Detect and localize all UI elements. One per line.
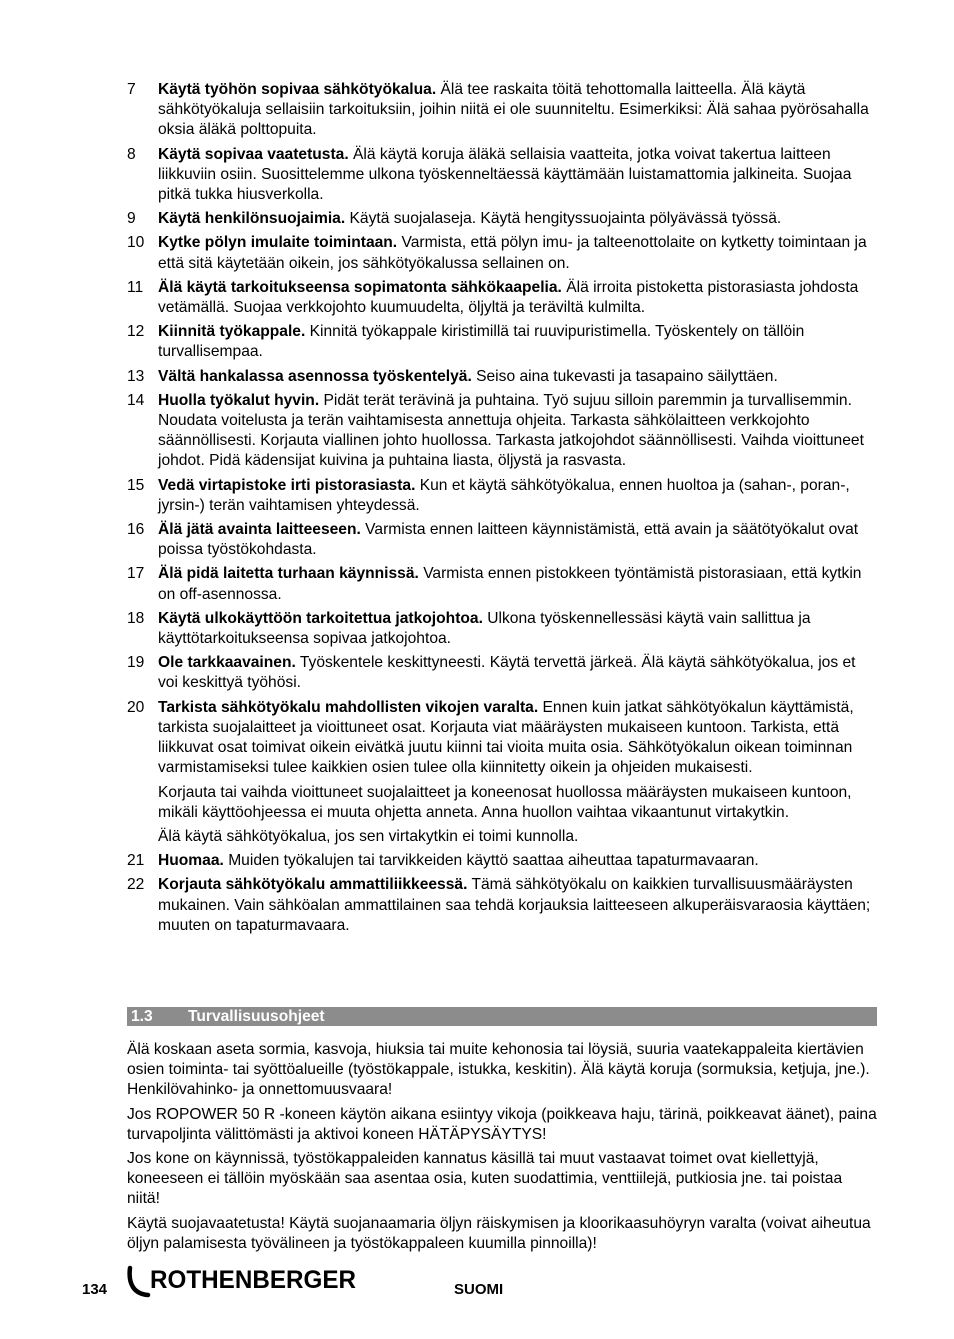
paragraph: Älä koskaan aseta sormia, kasvoja, hiuksia tai muite kehonosia tai löysiä, suuria vaatekappaleita kiertävien osien toiminta- tai syöttöalueille (työstökappale, istukka, keskitin). Älä käytä koruja (sormuksia, ketjuja, jne.). Henkilövahinko- ja onnettomuusvaara!	[127, 1041, 870, 1099]
item-heading: Kiinnitä työkappale.	[158, 323, 306, 341]
item-text: Varmista ennen laitteen käynnistämistä, että avain ja säätötyökalut ovat poissa työstökohdasta.	[158, 521, 859, 559]
item-number: 15	[127, 476, 145, 494]
item-body	[158, 80, 879, 141]
list-item	[127, 80, 879, 141]
item-heading: Tarkista sähkötyökalu mahdollisten vikojen varalta.	[158, 698, 539, 716]
section-title: Turvallisuusohjeet	[188, 1008, 325, 1025]
item-text: Älä tee raskaita töitä tehottomalla laitteella. Älä käytä sähkötyökaluja sellaisiin tarkoituksiin, joihin niitä ei ole suunniteltu. Esimerkiksi: Älä sahaa pyörösahalla oksia äläkä polttopuita.	[158, 81, 869, 139]
list-item	[127, 609, 879, 649]
item-number: 7	[127, 81, 136, 98]
item-text: Tämä sähkötyökalu on kaikkien turvallisuusmääräysten mukainen. Vain sähköalan ammattilainen saa tehdä korjauksia laitteeseen alkuperäisvaraosia käyttäen; muuten on tapaturmavaara.	[158, 876, 871, 934]
item-body	[158, 564, 879, 604]
list-item	[127, 209, 879, 229]
list-item	[127, 322, 879, 362]
item-heading: Älä pidä laitetta turhaan käynnissä.	[158, 565, 419, 583]
item-body	[158, 233, 879, 273]
item-heading: Korjauta sähkötyökalu ammattiliikkeessä.	[158, 876, 468, 894]
item-body	[158, 391, 879, 472]
item-text: Kinnitä työkappale kiristimillä tai ruuvipuristimella. Työskentely on tällöin turvallisempaa.	[158, 323, 805, 361]
item-heading: Käytä sopivaa vaatetusta.	[158, 145, 349, 163]
item-body	[158, 520, 879, 560]
item-body	[158, 209, 879, 229]
list-item	[127, 476, 879, 516]
paragraph: Jos ROPOWER 50 R -koneen käytön aikana esiintyy vikoja (poikkeava haju, tärinä, poikkeavat äänet), paina turvapoljinta välittömästi ja aktivoi koneen HÄTÄPYSÄYTYS!	[127, 1105, 877, 1143]
item-body	[158, 278, 879, 318]
item-body	[158, 609, 879, 649]
list-item	[127, 233, 879, 273]
item-number: 14	[127, 391, 145, 409]
list-item	[127, 145, 879, 206]
item-text: Ulkona työskennellessäsi käytä vain sallittua ja käyttötarkoitukseensa sopivaa jatkojohtoa.	[158, 609, 811, 648]
item-body	[158, 875, 879, 936]
item-number: 22	[127, 876, 145, 894]
list-item	[127, 391, 879, 472]
item-body	[158, 653, 879, 693]
page-number: 134	[82, 1281, 108, 1298]
list-item	[127, 367, 879, 387]
paragraph: Jos kone on käynnissä, työstökappaleiden kannatus käsillä tai muut vastaavat toimet ovat kiellettyjä, koneeseen ei tällöin myöskään saa asentaa osia, kuten suodattimia, venttiilejä, putkiosia jne. tai poistaa niitä!	[127, 1150, 843, 1208]
item-extra-paragraph: Älä käytä sähkötyökalua, jos sen virtakytkin ei toimi kunnolla.	[158, 827, 579, 845]
language-label: SUOMI	[454, 1281, 504, 1298]
item-text: Varmista, että pölyn imu- ja talteenottolaite on kytketty toimintaan ja että sitä käytetään oikein, jos sähkötyökalussa sellainen on.	[158, 234, 867, 272]
list-item	[127, 851, 879, 871]
item-text: Kun et käytä sähkötyökalua, ennen huoltoa ja (sahan-, poran-, jyrsin-) terän vaihtamisen yhteydessä.	[158, 476, 850, 514]
item-text: Älä käytä koruja äläkä sellaisia vaatteita, jotka voivat takertua laitteen liikkuviin osiin. Suosittelemme ulkona työskenneltäessä käyttämään luistamattomia jalkineita. Suojaa pitkä tukka hiusverkolla.	[158, 145, 852, 204]
item-number: 21	[127, 852, 145, 870]
section-number: 1.3	[131, 1008, 153, 1025]
item-text: Ennen kuin jatkat sähkötyökalun käyttämistä, tarkista suojalaitteet ja vioittuneet osat. Korjauta viat määräysten mukaiseen kuntoon. Tarkista, että liikkuvat osat toimivat oikein eivätkä juutu kiinni tai vioita muita osia. Sähkötyökalun oikean toiminnan varmistamiseksi tulee kaikkien osien tulee olla kiinnitetty oikein ja ohjeiden mukaisesti.	[158, 698, 854, 777]
item-number: 20	[127, 698, 145, 716]
item-text: Työskentele keskittyneesti. Käytä tervettä järkeä. Älä käytä sähkötyökalua, jos et voi keskittyä työhösi.	[158, 654, 856, 692]
item-heading: Vedä virtapistoke irti pistorasiasta.	[158, 476, 416, 494]
item-extra-paragraph: Korjauta tai vaihda vioittuneet suojalaitteet ja koneenosat huollossa määräysten mukaiseen kuntoon, mikäli käyttöohjeessa ei muuta ohjetta anneta. Anna huollon vaihtaa vikaantunut virtakytkin.	[158, 783, 852, 821]
list-item	[127, 564, 879, 604]
item-heading: Käytä ulkokäyttöön tarkoitettua jatkojohtoa.	[158, 609, 483, 627]
item-text: Varmista ennen pistokkeen työntämistä pistorasiaan, että kytkin on off-asennossa.	[158, 565, 862, 603]
item-text: Älä irroita pistoketta pistorasiasta johdosta vetämällä. Suojaa verkkojohto kuumuudelta, öljyltä ja teräviltä kulmilta.	[158, 278, 859, 317]
item-number: 18	[127, 609, 145, 627]
list-item	[127, 653, 879, 693]
section-body	[127, 1040, 879, 1258]
instruction-list	[127, 80, 879, 940]
logo-wordmark: ROTHENBERGER	[150, 1266, 356, 1294]
list-item	[127, 875, 879, 936]
item-number: 9	[127, 210, 136, 228]
item-text: Muiden työkalujen tai tarvikkeiden käyttö saattaa aiheuttaa tapaturmavaaran.	[223, 852, 759, 870]
list-item	[127, 698, 879, 847]
item-number: 11	[127, 278, 144, 296]
item-body	[158, 145, 879, 206]
item-number: 19	[127, 654, 145, 672]
item-body	[158, 851, 879, 871]
item-heading: Ole tarkkaavainen.	[158, 654, 296, 672]
list-item	[127, 520, 879, 560]
item-number: 8	[127, 145, 136, 163]
item-body	[158, 476, 879, 516]
list-item	[127, 278, 879, 318]
section-header	[127, 1007, 877, 1026]
item-number: 17	[127, 565, 145, 583]
item-heading: Kytke pölyn imulaite toimintaan.	[158, 234, 398, 252]
item-text: Pidät terät terävinä ja puhtaina. Työ sujuu silloin paremmin ja turvallisemmin. Noudata voitelusta ja terän vaihtamisesta annettuja ohjeita. Tarkasta sähkölaitteen verkkojohto säännöllisesti. Korjauta viallinen johto huollossa. Tarkasta jatkojohdot säännöllisesti. Vaihda vioittuneet johdot. Pidä kädensijat kuivina ja puhtaina liasta, öljystä ja rasvasta.	[158, 391, 864, 470]
item-body	[158, 698, 879, 779]
item-body	[158, 367, 879, 387]
item-heading: Käytä työhön sopivaa sähkötyökalua.	[158, 81, 437, 98]
item-heading: Huomaa.	[158, 852, 224, 870]
item-heading: Älä jätä avainta laitteeseen.	[158, 521, 361, 539]
item-body	[158, 322, 879, 362]
item-heading: Vältä hankalassa asennossa työskentelyä.	[158, 367, 472, 385]
item-heading: Huolla työkalut hyvin.	[158, 391, 320, 409]
paragraph: Käytä suojavaatetusta! Käytä suojanaamaria öljyn räiskymisen ja kloorikaasuhöyryn varalta (voivat aiheutua öljyn palamisesta työvälineen ja työstökappaleen kuumilla pinnoilla)!	[127, 1214, 871, 1252]
item-text: Käytä suojalaseja. Käytä hengityssuojainta pölyävässä työssä.	[345, 210, 782, 228]
item-number: 12	[127, 323, 145, 341]
item-heading: Älä käytä tarkoitukseensa sopimatonta sähkökaapelia.	[158, 278, 562, 296]
item-number: 16	[127, 521, 145, 539]
item-number: 13	[127, 367, 145, 385]
item-heading: Käytä henkilönsuojaimia.	[158, 210, 346, 228]
rothenberger-logo	[126, 1262, 358, 1298]
item-number: 10	[127, 234, 145, 252]
item-text: Seiso aina tukevasti ja tasapaino säilyttäen.	[471, 367, 778, 385]
